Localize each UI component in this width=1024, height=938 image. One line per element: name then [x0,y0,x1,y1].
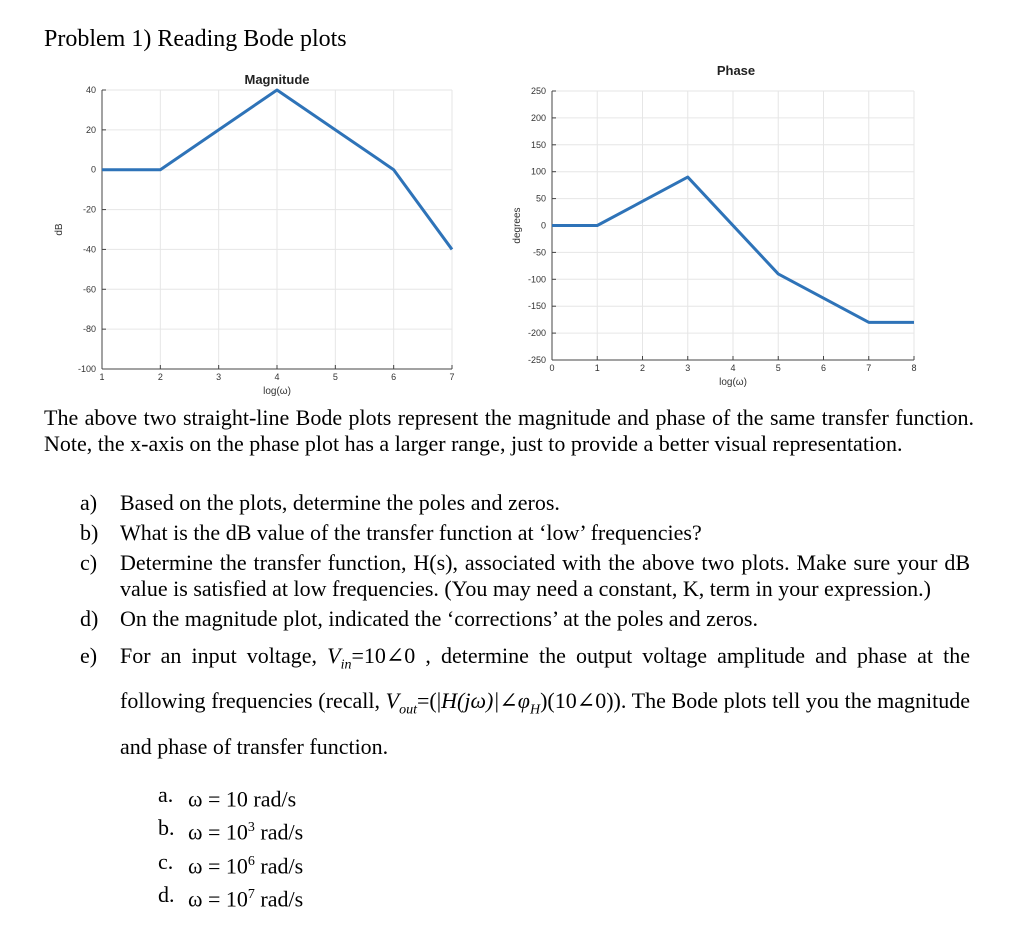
chart-title: Magnitude [244,72,310,87]
frequency-list [158,780,303,913]
question-text: What is the dB value of the transfer function at ‘low’ frequencies? [120,520,702,545]
frequency-item: c. $\omega = 10^6$ rad/s [158,848,304,878]
question-e [80,638,970,765]
question-label: a) [80,490,98,515]
question-label: d) [80,606,99,631]
intro-paragraph: The above two straight-line Bode plots represent the magnitude and phase of the same transfer function. Note, the x-axis on the phase plot has a larger range, just to provide a better visual representation. [44,405,974,456]
x-tick-label: 6 [820,363,827,373]
x-tick-label: 3 [685,363,691,373]
y-tick-label: 250 [530,86,546,96]
question-text: For an input voltage, $V_{in}=10\angle 0$ , determine the output voltage amplitude and phase at the following frequencies (recall, $V_{out}=(|H(j\omega)|\angle\varphi_H)(10\angle 0)$). The Bode plots tell you the magnitude and phase of transfer function. [120,643,971,759]
question-label: b) [80,520,99,545]
frequency-item: a. ω = 10 rad/s [158,782,297,812]
x-tick-label: 5 [775,363,781,373]
x-tick-label: 4 [730,363,736,373]
y-tick-label: 50 [535,193,546,204]
problem-title: Problem 1) Reading Bode plots [44,26,347,52]
question-c [80,550,970,602]
question-a [80,490,970,516]
magnitude-chart [40,62,510,402]
y-axis-label: dB [54,223,65,236]
y-tick-label: -40 [82,244,96,255]
y-tick-label: 40 [85,85,96,95]
phase-chart [500,55,920,395]
x-tick-label: 8 [911,363,917,373]
y-tick-label: 200 [530,112,546,123]
x-tick-label: 4 [274,372,280,382]
y-tick-label: 20 [85,124,96,135]
question-text: Determine the transfer function, H(s), associated with the above two plots. Make sure your dB value is satisfied at low frequencies. (You may need a constant, K, term in your expression.) [120,550,970,601]
y-tick-label: -100 [77,364,96,374]
x-axis-label: log(ω) [719,377,747,388]
question-text: Based on the plots, determine the poles and zeros. [120,490,560,515]
y-tick-label: -60 [82,284,96,295]
y-tick-label: -80 [82,324,96,335]
x-tick-label: 6 [391,372,397,382]
y-tick-label: 100 [530,166,546,177]
question-d [80,606,970,632]
y-tick-label: 0 [540,220,546,231]
y-tick-label: 150 [530,139,546,150]
question-text: On the magnitude plot, indicated the ‘corrections’ at the poles and zeros. [120,606,758,631]
question-label: e) [80,643,98,668]
question-list [80,490,970,765]
y-tick-label: -200 [527,328,546,339]
y-tick-label: -100 [527,274,546,285]
y-tick-label: -20 [82,204,96,215]
x-tick-label: 2 [157,372,163,382]
x-tick-label: 3 [216,372,222,382]
question-label: c) [80,550,98,575]
chart-title: Phase [716,63,756,78]
x-tick-label: 7 [866,363,872,373]
x-tick-label: 0 [549,363,555,373]
frequency-item: b. $\omega = 10^3$ rad/s [158,815,304,845]
question-b [80,520,970,546]
x-axis-label: log(ω) [263,386,291,397]
y-tick-label: -250 [527,355,546,365]
y-tick-label: 0 [90,164,96,175]
x-tick-label: 2 [639,363,646,373]
x-tick-label: 1 [99,372,105,382]
y-tick-label: -50 [532,247,546,258]
x-tick-label: 1 [594,363,600,373]
frequency-item: d. $\omega = 10^7$ rad/s [158,881,304,912]
y-tick-label: -150 [527,301,546,312]
y-axis-label: degrees [512,207,523,244]
x-tick-label: 7 [449,372,455,382]
x-tick-label: 5 [332,372,338,382]
